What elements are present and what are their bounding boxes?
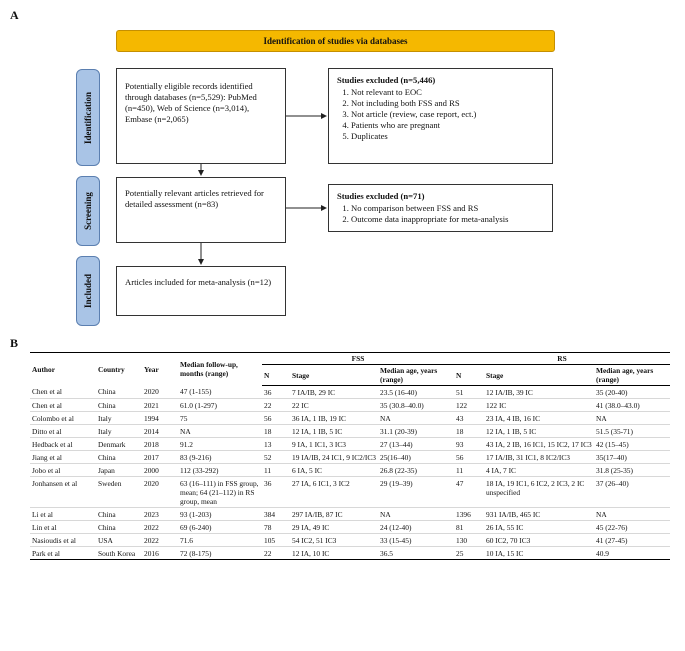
cell-author: Park et al <box>30 547 96 560</box>
cell-rs-n: 43 <box>454 412 484 425</box>
cell-fss-stage: 22 IC <box>290 399 378 412</box>
cell-year: 2020 <box>142 386 178 399</box>
excluded-1-item: 3. Not article (review, case report, ect.) <box>351 109 544 120</box>
cell-followup: 47 (1-155) <box>178 386 262 399</box>
header-rs-stage: Stage <box>484 365 594 386</box>
cell-rs-age: 35 (20-40) <box>594 386 670 399</box>
cell-year: 2014 <box>142 425 178 438</box>
cell-followup: 83 (9-216) <box>178 451 262 464</box>
header-rs-n: N <box>454 365 484 386</box>
cell-country: China <box>96 521 142 534</box>
cell-rs-age: 41 (27-45) <box>594 534 670 547</box>
cell-fss-age: 24 (12-40) <box>378 521 454 534</box>
cell-fss-n: 11 <box>262 464 290 477</box>
cell-rs-stage: 23 IA, 4 IB, 16 IC <box>484 412 594 425</box>
header-followup: Median follow-up, months (range) <box>178 353 262 386</box>
cell-rs-n: 122 <box>454 399 484 412</box>
header-rs-age: Median age, years (range) <box>594 365 670 386</box>
cell-fss-age: NA <box>378 508 454 521</box>
cell-rs-n: 93 <box>454 438 484 451</box>
table-row <box>30 521 670 534</box>
header-rs: RS <box>454 353 670 365</box>
table-row <box>30 425 670 438</box>
header-fss: FSS <box>262 353 454 365</box>
cell-author: Jiang et al <box>30 451 96 464</box>
cell-fss-stage: 54 IC2, 51 IC3 <box>290 534 378 547</box>
cell-year: 1994 <box>142 412 178 425</box>
cell-rs-age: NA <box>594 412 670 425</box>
cell-rs-stage: 18 IA, 19 IC1, 6 IC2, 2 IC3, 2 IC unspecified <box>484 477 594 508</box>
cell-fss-age: NA <box>378 412 454 425</box>
table-row <box>30 464 670 477</box>
excluded-2-title: Studies excluded (n=71) <box>337 191 425 201</box>
excluded-1-item: 5. Duplicates <box>351 131 544 142</box>
cell-followup: 63 (16–111) in FSS group, mean; 64 (21–112) in RS group, mean <box>178 477 262 508</box>
cell-year: 2018 <box>142 438 178 451</box>
table-row <box>30 534 670 547</box>
cell-author: Colombo et al <box>30 412 96 425</box>
cell-followup: 91.2 <box>178 438 262 451</box>
stage-label: Screening <box>83 192 93 230</box>
cell-fss-n: 36 <box>262 386 290 399</box>
cell-country: China <box>96 399 142 412</box>
excluded-1-item: 2. Not including both FSS and RS <box>351 98 544 109</box>
table-row <box>30 438 670 451</box>
header-country: Country <box>96 353 142 386</box>
flow-banner-text: Identification of studies via databases <box>263 36 408 46</box>
cell-year: 2017 <box>142 451 178 464</box>
cell-fss-n: 384 <box>262 508 290 521</box>
cell-rs-n: 51 <box>454 386 484 399</box>
cell-fss-age: 29 (19–39) <box>378 477 454 508</box>
cell-followup: 93 (1-203) <box>178 508 262 521</box>
cell-followup: NA <box>178 425 262 438</box>
cell-country: China <box>96 451 142 464</box>
cell-fss-stage: 29 IA, 49 IC <box>290 521 378 534</box>
cell-year: 2021 <box>142 399 178 412</box>
header-fss-n: N <box>262 365 290 386</box>
cell-followup: 61.0 (1-297) <box>178 399 262 412</box>
cell-rs-stage: 26 IA, 55 IC <box>484 521 594 534</box>
cell-rs-n: 25 <box>454 547 484 560</box>
cell-author: Nasioudis et al <box>30 534 96 547</box>
cell-fss-n: 36 <box>262 477 290 508</box>
cell-author: Jobo et al <box>30 464 96 477</box>
cell-rs-stage: 931 IA/IB, 465 IC <box>484 508 594 521</box>
cell-country: Denmark <box>96 438 142 451</box>
cell-fss-stage: 12 IA, 10 IC <box>290 547 378 560</box>
cell-fss-age: 26.8 (22-35) <box>378 464 454 477</box>
cell-rs-n: 1396 <box>454 508 484 521</box>
cell-rs-n: 81 <box>454 521 484 534</box>
cell-country: Sweden <box>96 477 142 508</box>
excluded-1-item: 4. Patients who are pregnant <box>351 120 544 131</box>
stage-label: Identification <box>83 91 93 144</box>
cell-rs-stage: 60 IC2, 70 IC3 <box>484 534 594 547</box>
cell-author: Hedback et al <box>30 438 96 451</box>
cell-fss-n: 52 <box>262 451 290 464</box>
cell-rs-stage: 122 IC <box>484 399 594 412</box>
cell-country: Italy <box>96 425 142 438</box>
cell-rs-age: 35(17–40) <box>594 451 670 464</box>
cell-country: China <box>96 386 142 399</box>
cell-fss-stage: 27 IA, 6 IC1, 3 IC2 <box>290 477 378 508</box>
cell-rs-stage: 10 IA, 15 IC <box>484 547 594 560</box>
cell-year: 2016 <box>142 547 178 560</box>
cell-fss-n: 13 <box>262 438 290 451</box>
cell-fss-age: 25(16–40) <box>378 451 454 464</box>
cell-author: Chen et al <box>30 386 96 399</box>
cell-rs-stage: 12 IA, 1 IB, 5 IC <box>484 425 594 438</box>
cell-fss-stage: 36 IA, 1 IB, 19 IC <box>290 412 378 425</box>
excluded-1-title: Studies excluded (n=5,446) <box>337 75 436 85</box>
cell-rs-age: 31.8 (25-35) <box>594 464 670 477</box>
cell-fss-age: 27 (13–44) <box>378 438 454 451</box>
cell-year: 2022 <box>142 521 178 534</box>
cell-fss-n: 22 <box>262 547 290 560</box>
cell-author: Li et al <box>30 508 96 521</box>
cell-author: Ditto et al <box>30 425 96 438</box>
table-row <box>30 386 670 399</box>
cell-rs-age: 45 (22-76) <box>594 521 670 534</box>
cell-rs-age: 41 (38.0–43.0) <box>594 399 670 412</box>
cell-country: Japan <box>96 464 142 477</box>
table-row <box>30 412 670 425</box>
cell-fss-n: 78 <box>262 521 290 534</box>
cell-followup: 75 <box>178 412 262 425</box>
cell-country: China <box>96 508 142 521</box>
panel-a-label: A <box>10 8 19 22</box>
cell-fss-n: 18 <box>262 425 290 438</box>
cell-rs-age: NA <box>594 508 670 521</box>
cell-rs-n: 56 <box>454 451 484 464</box>
stage-label: Included <box>83 273 93 309</box>
cell-rs-age: 42 (15–45) <box>594 438 670 451</box>
included-text: Articles included for meta-analysis (n=12) <box>125 277 272 287</box>
cell-author: Chen et al <box>30 399 96 412</box>
excluded-1-item: 1. Not relevant to EOC <box>351 87 544 98</box>
cell-fss-age: 33 (15-45) <box>378 534 454 547</box>
screening-text: Potentially relevant articles retrieved for detailed assessment (n=83) <box>125 188 264 209</box>
header-author: Author <box>30 353 96 386</box>
table-row <box>30 547 670 560</box>
table-header-row <box>30 353 670 365</box>
cell-fss-age: 23.5 (16-40) <box>378 386 454 399</box>
cell-rs-stage: 17 IA/IB, 31 IC1, 8 IC2/IC3 <box>484 451 594 464</box>
study-characteristics-table <box>30 352 670 560</box>
cell-author: Jonhansen et al <box>30 477 96 508</box>
cell-fss-n: 22 <box>262 399 290 412</box>
cell-fss-n: 105 <box>262 534 290 547</box>
table-row <box>30 508 670 521</box>
cell-rs-n: 47 <box>454 477 484 508</box>
cell-rs-n: 130 <box>454 534 484 547</box>
cell-year: 2023 <box>142 508 178 521</box>
header-fss-stage: Stage <box>290 365 378 386</box>
cell-rs-age: 37 (26–40) <box>594 477 670 508</box>
cell-fss-age: 36.5 <box>378 547 454 560</box>
cell-fss-stage: 12 IA, 1 IB, 5 IC <box>290 425 378 438</box>
table-row <box>30 451 670 464</box>
header-year: Year <box>142 353 178 386</box>
cell-rs-stage: 4 IA, 7 IC <box>484 464 594 477</box>
cell-rs-n: 11 <box>454 464 484 477</box>
panel-b-label: B <box>10 336 19 350</box>
cell-year: 2000 <box>142 464 178 477</box>
cell-fss-stage: 9 IA, 1 IC1, 3 IC3 <box>290 438 378 451</box>
cell-country: USA <box>96 534 142 547</box>
cell-author: Lin et al <box>30 521 96 534</box>
cell-year: 2022 <box>142 534 178 547</box>
table-row <box>30 477 670 508</box>
cell-year: 2020 <box>142 477 178 508</box>
excluded-2-item: 1. No comparison between FSS and RS <box>351 203 544 214</box>
cell-country: South Korea <box>96 547 142 560</box>
cell-followup: 69 (6-240) <box>178 521 262 534</box>
cell-fss-age: 31.1 (20-39) <box>378 425 454 438</box>
header-fss-age: Median age, years (range) <box>378 365 454 386</box>
cell-followup: 112 (33-292) <box>178 464 262 477</box>
cell-rs-stage: 12 IA/IB, 39 IC <box>484 386 594 399</box>
cell-rs-n: 18 <box>454 425 484 438</box>
cell-rs-age: 51.5 (35-71) <box>594 425 670 438</box>
cell-followup: 72 (8-175) <box>178 547 262 560</box>
excluded-2-item: 2. Outcome data inappropriate for meta-analysis <box>351 214 544 225</box>
cell-rs-stage: 43 IA, 2 IB, 16 IC1, 15 IC2, 17 IC3 <box>484 438 594 451</box>
cell-fss-stage: 297 IA/IB, 87 IC <box>290 508 378 521</box>
cell-fss-stage: 7 IA/IB, 29 IC <box>290 386 378 399</box>
cell-fss-age: 35 (30.8–40.0) <box>378 399 454 412</box>
cell-rs-age: 40.9 <box>594 547 670 560</box>
cell-fss-n: 56 <box>262 412 290 425</box>
table-row <box>30 399 670 412</box>
cell-followup: 71.6 <box>178 534 262 547</box>
cell-fss-stage: 19 IA/IB, 24 IC1, 9 IC2/IC3 <box>290 451 378 464</box>
cell-fss-stage: 6 IA, 5 IC <box>290 464 378 477</box>
identification-text: Potentially eligible records identified through databases (n=5,529): PubMed (n=450), Web of Science (n=3,014), Embase (n=2,065) <box>125 81 257 124</box>
cell-country: Italy <box>96 412 142 425</box>
